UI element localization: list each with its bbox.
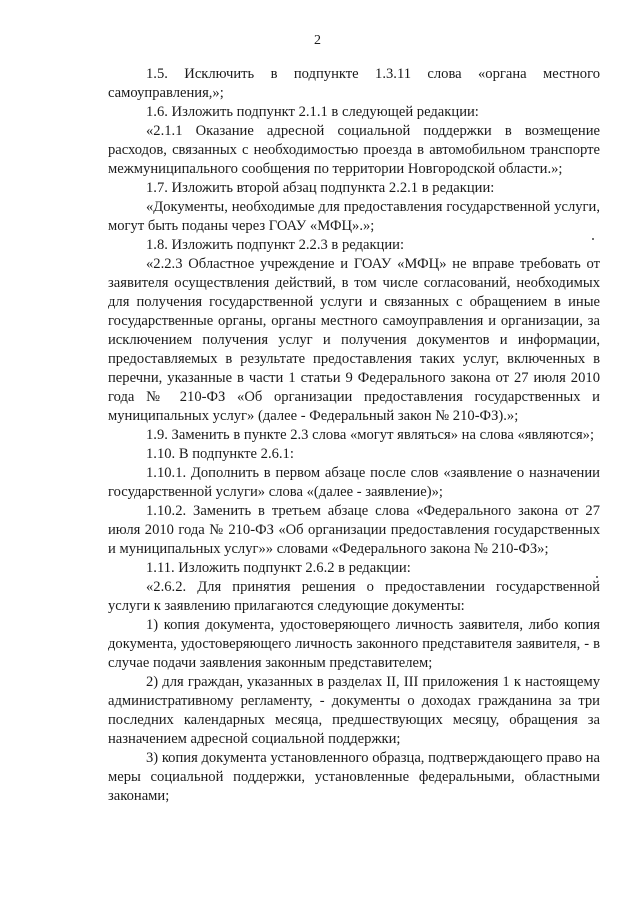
list-item-2: 2) для граждан, указанных в разделах II, III приложения 1 к настоящему административному регламенту, - документы о доходах гражданина за три последних календарных месяца, предшествующих месяцу, обращения за назначением адресной социальной поддержки; (108, 674, 600, 747)
page-number: 2 (314, 33, 321, 48)
paragraph-1-10-1: 1.10.1. Дополнить в первом абзаце после слов «заявление о назначении государственной услуги» слова «(далее - заявление)»; (108, 465, 600, 500)
list-item-3: 3) копия документа установленного образца, подтверждающего право на меры социальной поддержки, установленные федеральными, областными законами; (108, 750, 600, 804)
paragraph-1-6: 1.6. Изложить подпункт 2.1.1 в следующей редакции: (146, 104, 479, 120)
paragraph-1-11: 1.11. Изложить подпункт 2.6.2 в редакции: (146, 560, 411, 576)
document-body (108, 65, 600, 806)
scan-speck (592, 238, 594, 240)
paragraph-1-7: 1.7. Изложить второй абзац подпункта 2.2.1 в редакции: (146, 180, 495, 196)
paragraph-1-8: 1.8. Изложить подпункт 2.2.3 в редакции: (146, 237, 405, 253)
paragraph-1-9: 1.9. Заменить в пункте 2.3 слова «могут являться» на слова «являются»; (146, 427, 595, 443)
paragraph-2-2-3-quote: «2.2.3 Областное учреждение и ГОАУ «МФЦ» не вправе требовать от заявителя осуществления действий, в том числе согласований, необходимых для получения государственной услуги и связанных с обращением в иные государственные органы, органы местного самоуправления и организации, за исключением получения услуг и получения документов и информации, предоставляемых в результате предоставления таких услуг, включенных в перечни, указанные в части 1 статьи 9 Федерального закона от 27 июля 2010 года № 210-ФЗ «Об организации предоставления государственных и муниципальных услуг» (далее - Федеральный закон № 210-ФЗ).»; (108, 256, 600, 424)
paragraph-documents-quote: «Документы, необходимые для предоставления государственной услуги, могут быть поданы через ГОАУ «МФЦ».»; (108, 199, 600, 234)
scan-speck (596, 576, 598, 578)
paragraph-2-6-2-quote: «2.6.2. Для принятия решения о предоставлении государственной услуги к заявлению прилагаются следующие документы: (108, 579, 600, 614)
paragraph-1-10: 1.10. В подпункте 2.6.1: (146, 446, 294, 462)
list-item-1: 1) копия документа, удостоверяющего личность заявителя, либо копия документа, удостоверяющего личность законного представителя заявителя, - в случае подачи заявления законным представителем; (108, 617, 600, 671)
paragraph-1-10-2: 1.10.2. Заменить в третьем абзаце слова «Федерального закона от 27 июля 2010 года № 210-ФЗ «Об организации предоставления государственных и муниципальных услуг»» словами «Федерального закона № 210-ФЗ»; (108, 503, 600, 557)
paragraph-1-5: 1.5. Исключить в подпункте 1.3.11 слова «органа местного самоуправления,»; (108, 66, 600, 101)
paragraph-2-1-1-quote: «2.1.1 Оказание адресной социальной поддержки в возмещение расходов, связанных с необходимостью проезда в автомобильном транспорте межмуниципального сообщения по территории Новгородской области.»; (108, 123, 600, 177)
